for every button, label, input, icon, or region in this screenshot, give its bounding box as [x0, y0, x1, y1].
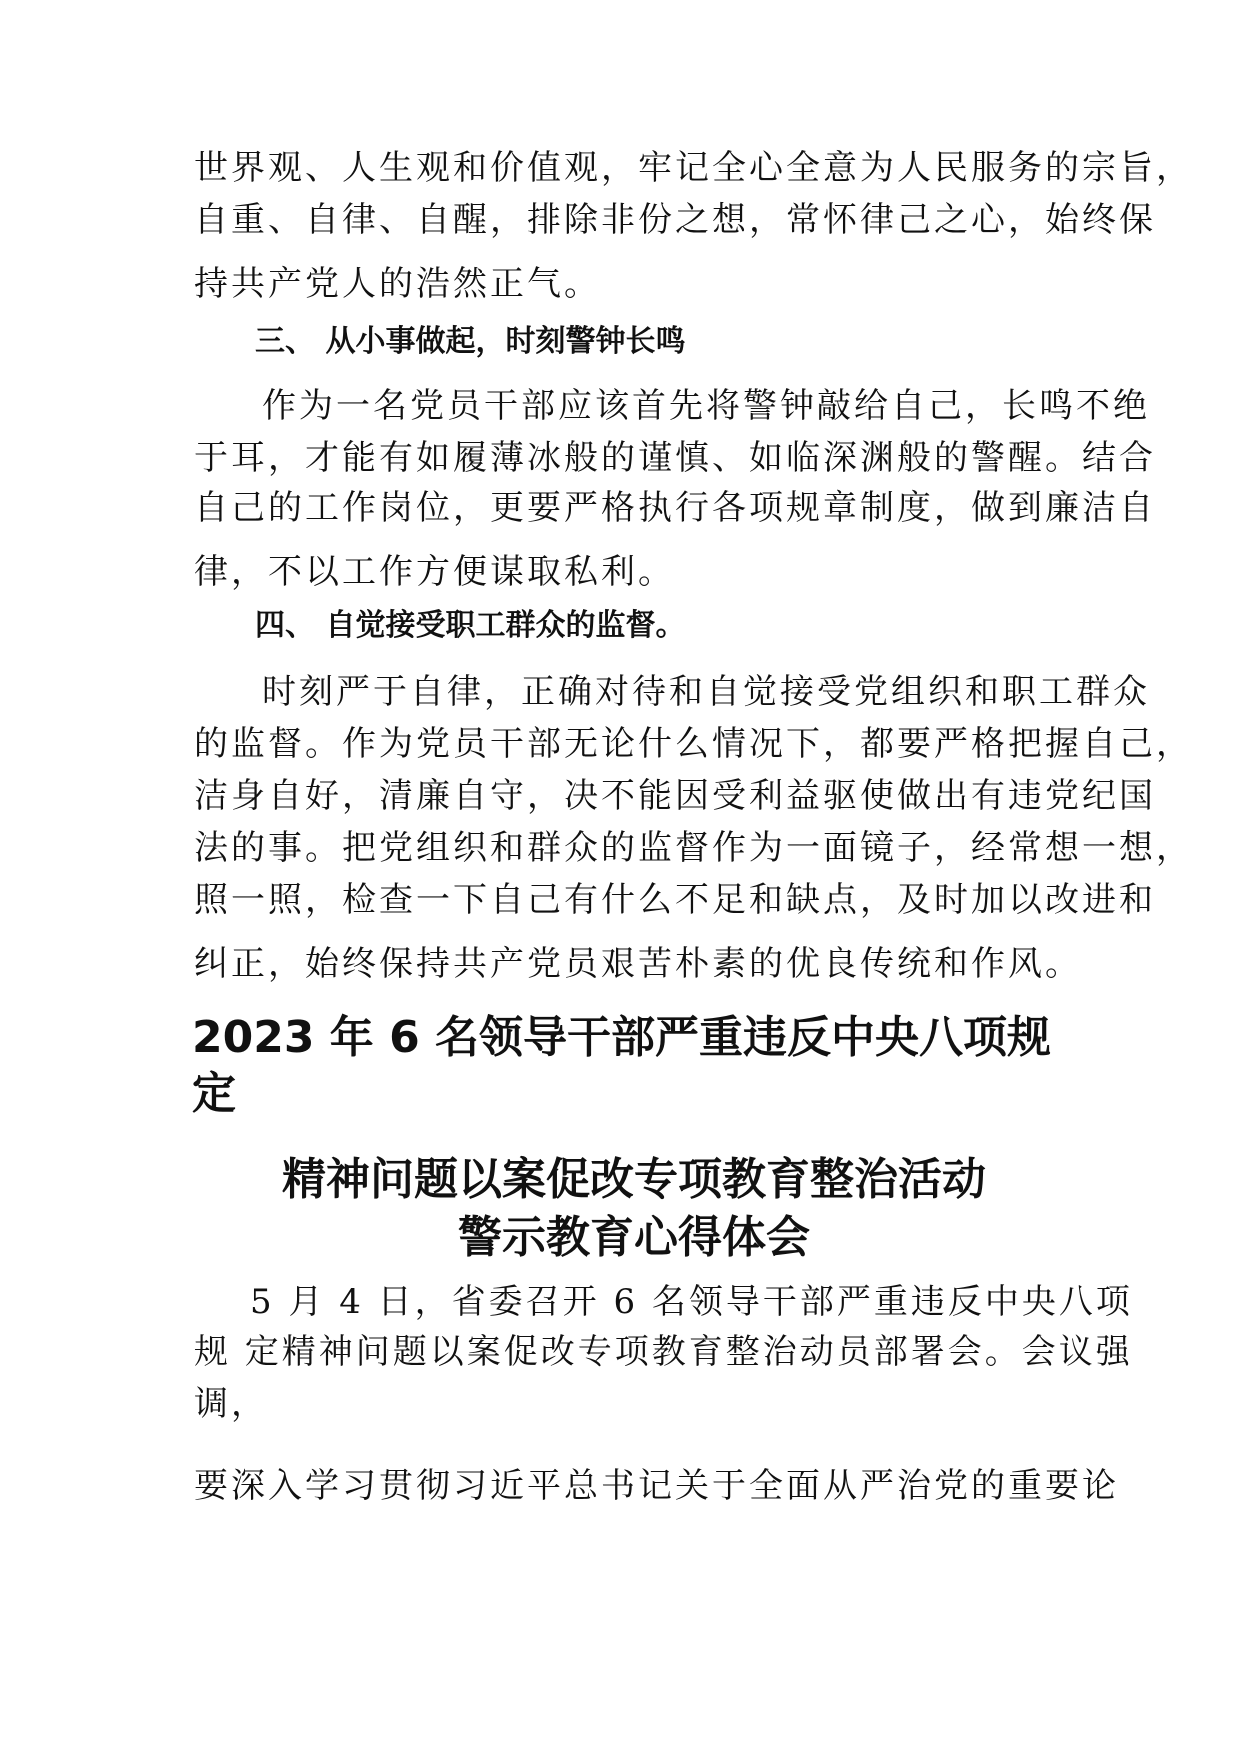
body-line: 律，不以工作方便谋取私利。 [194, 552, 675, 592]
section-heading: 四、 自觉接受职工群众的监督。 [255, 608, 686, 643]
body-line: 法的事。把党组织和群众的监督作为一面镜子，经常想一想， [194, 828, 1193, 868]
body-line: 时刻严于自律，正确对待和自觉接受党组织和职工群众 [262, 672, 1150, 712]
body-line: 世界观、人生观和价值观，牢记全心全意为人民服务的宗旨， [194, 148, 1193, 188]
section-heading: 三、 从小事做起，时刻警钟长鸣 [255, 324, 686, 359]
body-line: 要深入学习贯彻习近平总书记关于全面从严治党的重要论 [194, 1466, 1119, 1506]
body-line: 作为一名党员干部应该首先将警钟敲给自己，长鸣不绝 [262, 386, 1150, 426]
body-line: 调， [194, 1384, 268, 1424]
body-line: 5 月 4 日，省委召开 6 名领导干部严重违反中央八项 [250, 1282, 1133, 1322]
body-line: 照一照，检查一下自己有什么不足和缺点，及时加以改进和 [194, 880, 1156, 920]
article-subtitle-line: 警示教育心得体会 [458, 1212, 810, 1263]
body-line: 的监督。作为党员干部无论什么情况下，都要严格把握自己， [194, 724, 1193, 764]
body-line: 持共产党人的浩然正气。 [194, 264, 601, 304]
body-line: 纠正，始终保持共产党员艰苦朴素的优良传统和作风。 [194, 944, 1082, 984]
body-line: 于耳，才能有如履薄冰般的谨慎、如临深渊般的警醒。结合 [194, 438, 1156, 478]
body-line: 规 定精神问题以案促改专项教育整治动员部署会。会议强 [194, 1332, 1133, 1372]
article-title-line: 定 [192, 1068, 236, 1119]
body-line: 自己的工作岗位，更要严格执行各项规章制度，做到廉洁自 [194, 488, 1156, 528]
body-line: 洁身自好，清廉自守，决不能因受利益驱使做出有违党纪国 [194, 776, 1156, 816]
body-line: 自重、自律、自醒，排除非份之想，常怀律己之心，始终保 [194, 200, 1156, 240]
article-title-line: 2023 年 6 名领导干部严重违反中央八项规 [192, 1012, 1052, 1063]
article-subtitle-line: 精神问题以案促改专项教育整治活动 [282, 1154, 986, 1205]
